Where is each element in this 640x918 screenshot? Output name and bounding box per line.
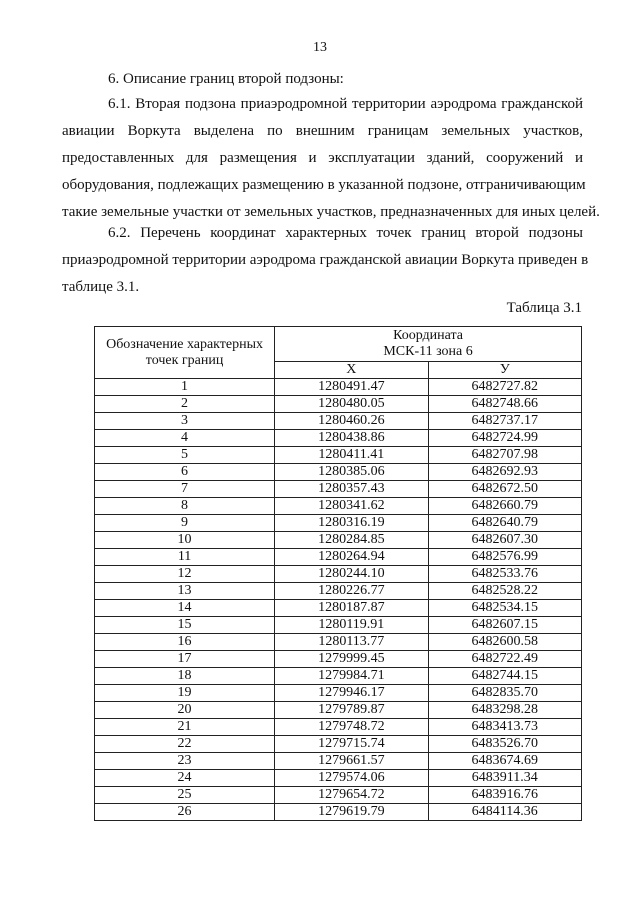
- table-row: [95, 651, 582, 668]
- table-row: [95, 515, 582, 532]
- x-coordinate-cell: 1280491.47: [275, 379, 428, 396]
- header-x: X: [275, 362, 428, 379]
- paragraph-line: предоставленных для размещения и эксплуатации зданий, сооружений и: [62, 150, 583, 166]
- paragraph-6-2: [62, 220, 589, 301]
- point-number-cell: 23: [95, 753, 275, 770]
- y-coordinate-cell: 6483916.76: [428, 787, 581, 804]
- x-coordinate-cell: 1280226.77: [275, 583, 428, 600]
- point-number-cell: 22: [95, 736, 275, 753]
- point-number-cell: 11: [95, 549, 275, 566]
- x-coordinate-cell: 1280411.41: [275, 447, 428, 464]
- x-coordinate-cell: 1279999.45: [275, 651, 428, 668]
- paragraph-6-1: [62, 91, 600, 226]
- point-number-cell: 4: [95, 430, 275, 447]
- x-coordinate-cell: 1279574.06: [275, 770, 428, 787]
- table-row: [95, 770, 582, 787]
- table-row: [95, 379, 582, 396]
- y-coordinate-cell: 6482707.98: [428, 447, 581, 464]
- table-row: [95, 668, 582, 685]
- paragraph-line: 6.2. Перечень координат характерных точек границ второй подзоны: [108, 225, 583, 241]
- y-coordinate-cell: 6482672.50: [428, 481, 581, 498]
- header-coordinate-system: МСК-11 зона 6: [383, 344, 473, 359]
- y-coordinate-cell: 6482724.99: [428, 430, 581, 447]
- header-coordinate-title: Координата: [393, 328, 464, 343]
- point-number-cell: 25: [95, 787, 275, 804]
- y-coordinate-cell: 6482692.93: [428, 464, 581, 481]
- table-body: [95, 379, 582, 821]
- y-coordinate-cell: 6482748.66: [428, 396, 581, 413]
- table-row: [95, 685, 582, 702]
- x-coordinate-cell: 1280460.26: [275, 413, 428, 430]
- paragraph-line: таблице 3.1.: [62, 279, 140, 295]
- point-number-cell: 24: [95, 770, 275, 787]
- x-coordinate-cell: 1280119.91: [275, 617, 428, 634]
- x-coordinate-cell: 1279984.71: [275, 668, 428, 685]
- table-row: [95, 634, 582, 651]
- y-coordinate-cell: 6482528.22: [428, 583, 581, 600]
- point-number-cell: 16: [95, 634, 275, 651]
- x-coordinate-cell: 1280357.43: [275, 481, 428, 498]
- x-coordinate-cell: 1280113.77: [275, 634, 428, 651]
- x-coordinate-cell: 1279748.72: [275, 719, 428, 736]
- point-number-cell: 10: [95, 532, 275, 549]
- point-number-cell: 19: [95, 685, 275, 702]
- point-number-cell: 26: [95, 804, 275, 821]
- point-number-cell: 8: [95, 498, 275, 515]
- point-number-cell: 7: [95, 481, 275, 498]
- point-number-cell: 18: [95, 668, 275, 685]
- point-number-cell: 20: [95, 702, 275, 719]
- y-coordinate-cell: 6483674.69: [428, 753, 581, 770]
- x-coordinate-cell: 1280480.05: [275, 396, 428, 413]
- table-row: [95, 498, 582, 515]
- paragraph-line: авиации Воркута выделена по внешним границам земельных участков,: [62, 123, 583, 139]
- point-number-cell: 15: [95, 617, 275, 634]
- header-points: Обозначение характерных точек границ: [95, 327, 275, 379]
- table-row: [95, 566, 582, 583]
- section-heading: 6. Описание границ второй подзоны:: [108, 71, 344, 87]
- y-coordinate-cell: 6482533.76: [428, 566, 581, 583]
- y-coordinate-cell: 6482640.79: [428, 515, 581, 532]
- table-row: [95, 481, 582, 498]
- y-coordinate-cell: 6483911.34: [428, 770, 581, 787]
- y-coordinate-cell: 6482722.49: [428, 651, 581, 668]
- y-coordinate-cell: 6482534.15: [428, 600, 581, 617]
- point-number-cell: 3: [95, 413, 275, 430]
- table-row: [95, 719, 582, 736]
- point-number-cell: 21: [95, 719, 275, 736]
- x-coordinate-cell: 1280264.94: [275, 549, 428, 566]
- x-coordinate-cell: 1280284.85: [275, 532, 428, 549]
- paragraph-line: приаэродромной территории аэродрома гражданской авиации Воркута приведен в: [62, 252, 589, 268]
- x-coordinate-cell: 1279946.17: [275, 685, 428, 702]
- table-row: [95, 787, 582, 804]
- table-row: [95, 617, 582, 634]
- y-coordinate-cell: 6482607.30: [428, 532, 581, 549]
- header-coordinate: [275, 327, 582, 362]
- y-coordinate-cell: 6482737.17: [428, 413, 581, 430]
- point-number-cell: 17: [95, 651, 275, 668]
- table-row: [95, 532, 582, 549]
- y-coordinate-cell: 6482727.82: [428, 379, 581, 396]
- y-coordinate-cell: 6482607.15: [428, 617, 581, 634]
- point-number-cell: 12: [95, 566, 275, 583]
- point-number-cell: 5: [95, 447, 275, 464]
- table-row: [95, 396, 582, 413]
- y-coordinate-cell: 6482744.15: [428, 668, 581, 685]
- coordinates-table: [94, 326, 582, 821]
- x-coordinate-cell: 1280385.06: [275, 464, 428, 481]
- x-coordinate-cell: 1280316.19: [275, 515, 428, 532]
- table-caption: Таблица 3.1: [506, 300, 582, 316]
- page-number: 13: [313, 40, 327, 55]
- table-row: [95, 600, 582, 617]
- table-row: [95, 549, 582, 566]
- table-row: [95, 464, 582, 481]
- point-number-cell: 6: [95, 464, 275, 481]
- table-row: [95, 447, 582, 464]
- y-coordinate-cell: 6482835.70: [428, 685, 581, 702]
- x-coordinate-cell: 1279661.57: [275, 753, 428, 770]
- table-row: [95, 430, 582, 447]
- table-row: [95, 702, 582, 719]
- y-coordinate-cell: 6483413.73: [428, 719, 581, 736]
- x-coordinate-cell: 1279654.72: [275, 787, 428, 804]
- x-coordinate-cell: 1280341.62: [275, 498, 428, 515]
- y-coordinate-cell: 6483526.70: [428, 736, 581, 753]
- point-number-cell: 1: [95, 379, 275, 396]
- y-coordinate-cell: 6482660.79: [428, 498, 581, 515]
- table-row: [95, 583, 582, 600]
- point-number-cell: 9: [95, 515, 275, 532]
- y-coordinate-cell: 6484114.36: [428, 804, 581, 821]
- x-coordinate-cell: 1279619.79: [275, 804, 428, 821]
- y-coordinate-cell: 6482576.99: [428, 549, 581, 566]
- y-coordinate-cell: 6483298.28: [428, 702, 581, 719]
- point-number-cell: 13: [95, 583, 275, 600]
- table-row: [95, 753, 582, 770]
- table-row: [95, 804, 582, 821]
- table-row: [95, 413, 582, 430]
- x-coordinate-cell: 1279715.74: [275, 736, 428, 753]
- paragraph-line: оборудования, подлежащих размещению в указанной подзоне, отграничивающим: [62, 177, 586, 193]
- x-coordinate-cell: 1279789.87: [275, 702, 428, 719]
- point-number-cell: 2: [95, 396, 275, 413]
- point-number-cell: 14: [95, 600, 275, 617]
- paragraph-line: 6.1. Вторая подзона приаэродромной территории аэродрома гражданской: [108, 96, 583, 112]
- paragraph-line: такие земельные участки от земельных участков, предназначенных для иных целей.: [62, 204, 600, 220]
- table-row: [95, 736, 582, 753]
- x-coordinate-cell: 1280244.10: [275, 566, 428, 583]
- x-coordinate-cell: 1280187.87: [275, 600, 428, 617]
- y-coordinate-cell: 6482600.58: [428, 634, 581, 651]
- x-coordinate-cell: 1280438.86: [275, 430, 428, 447]
- header-y: У: [428, 362, 581, 379]
